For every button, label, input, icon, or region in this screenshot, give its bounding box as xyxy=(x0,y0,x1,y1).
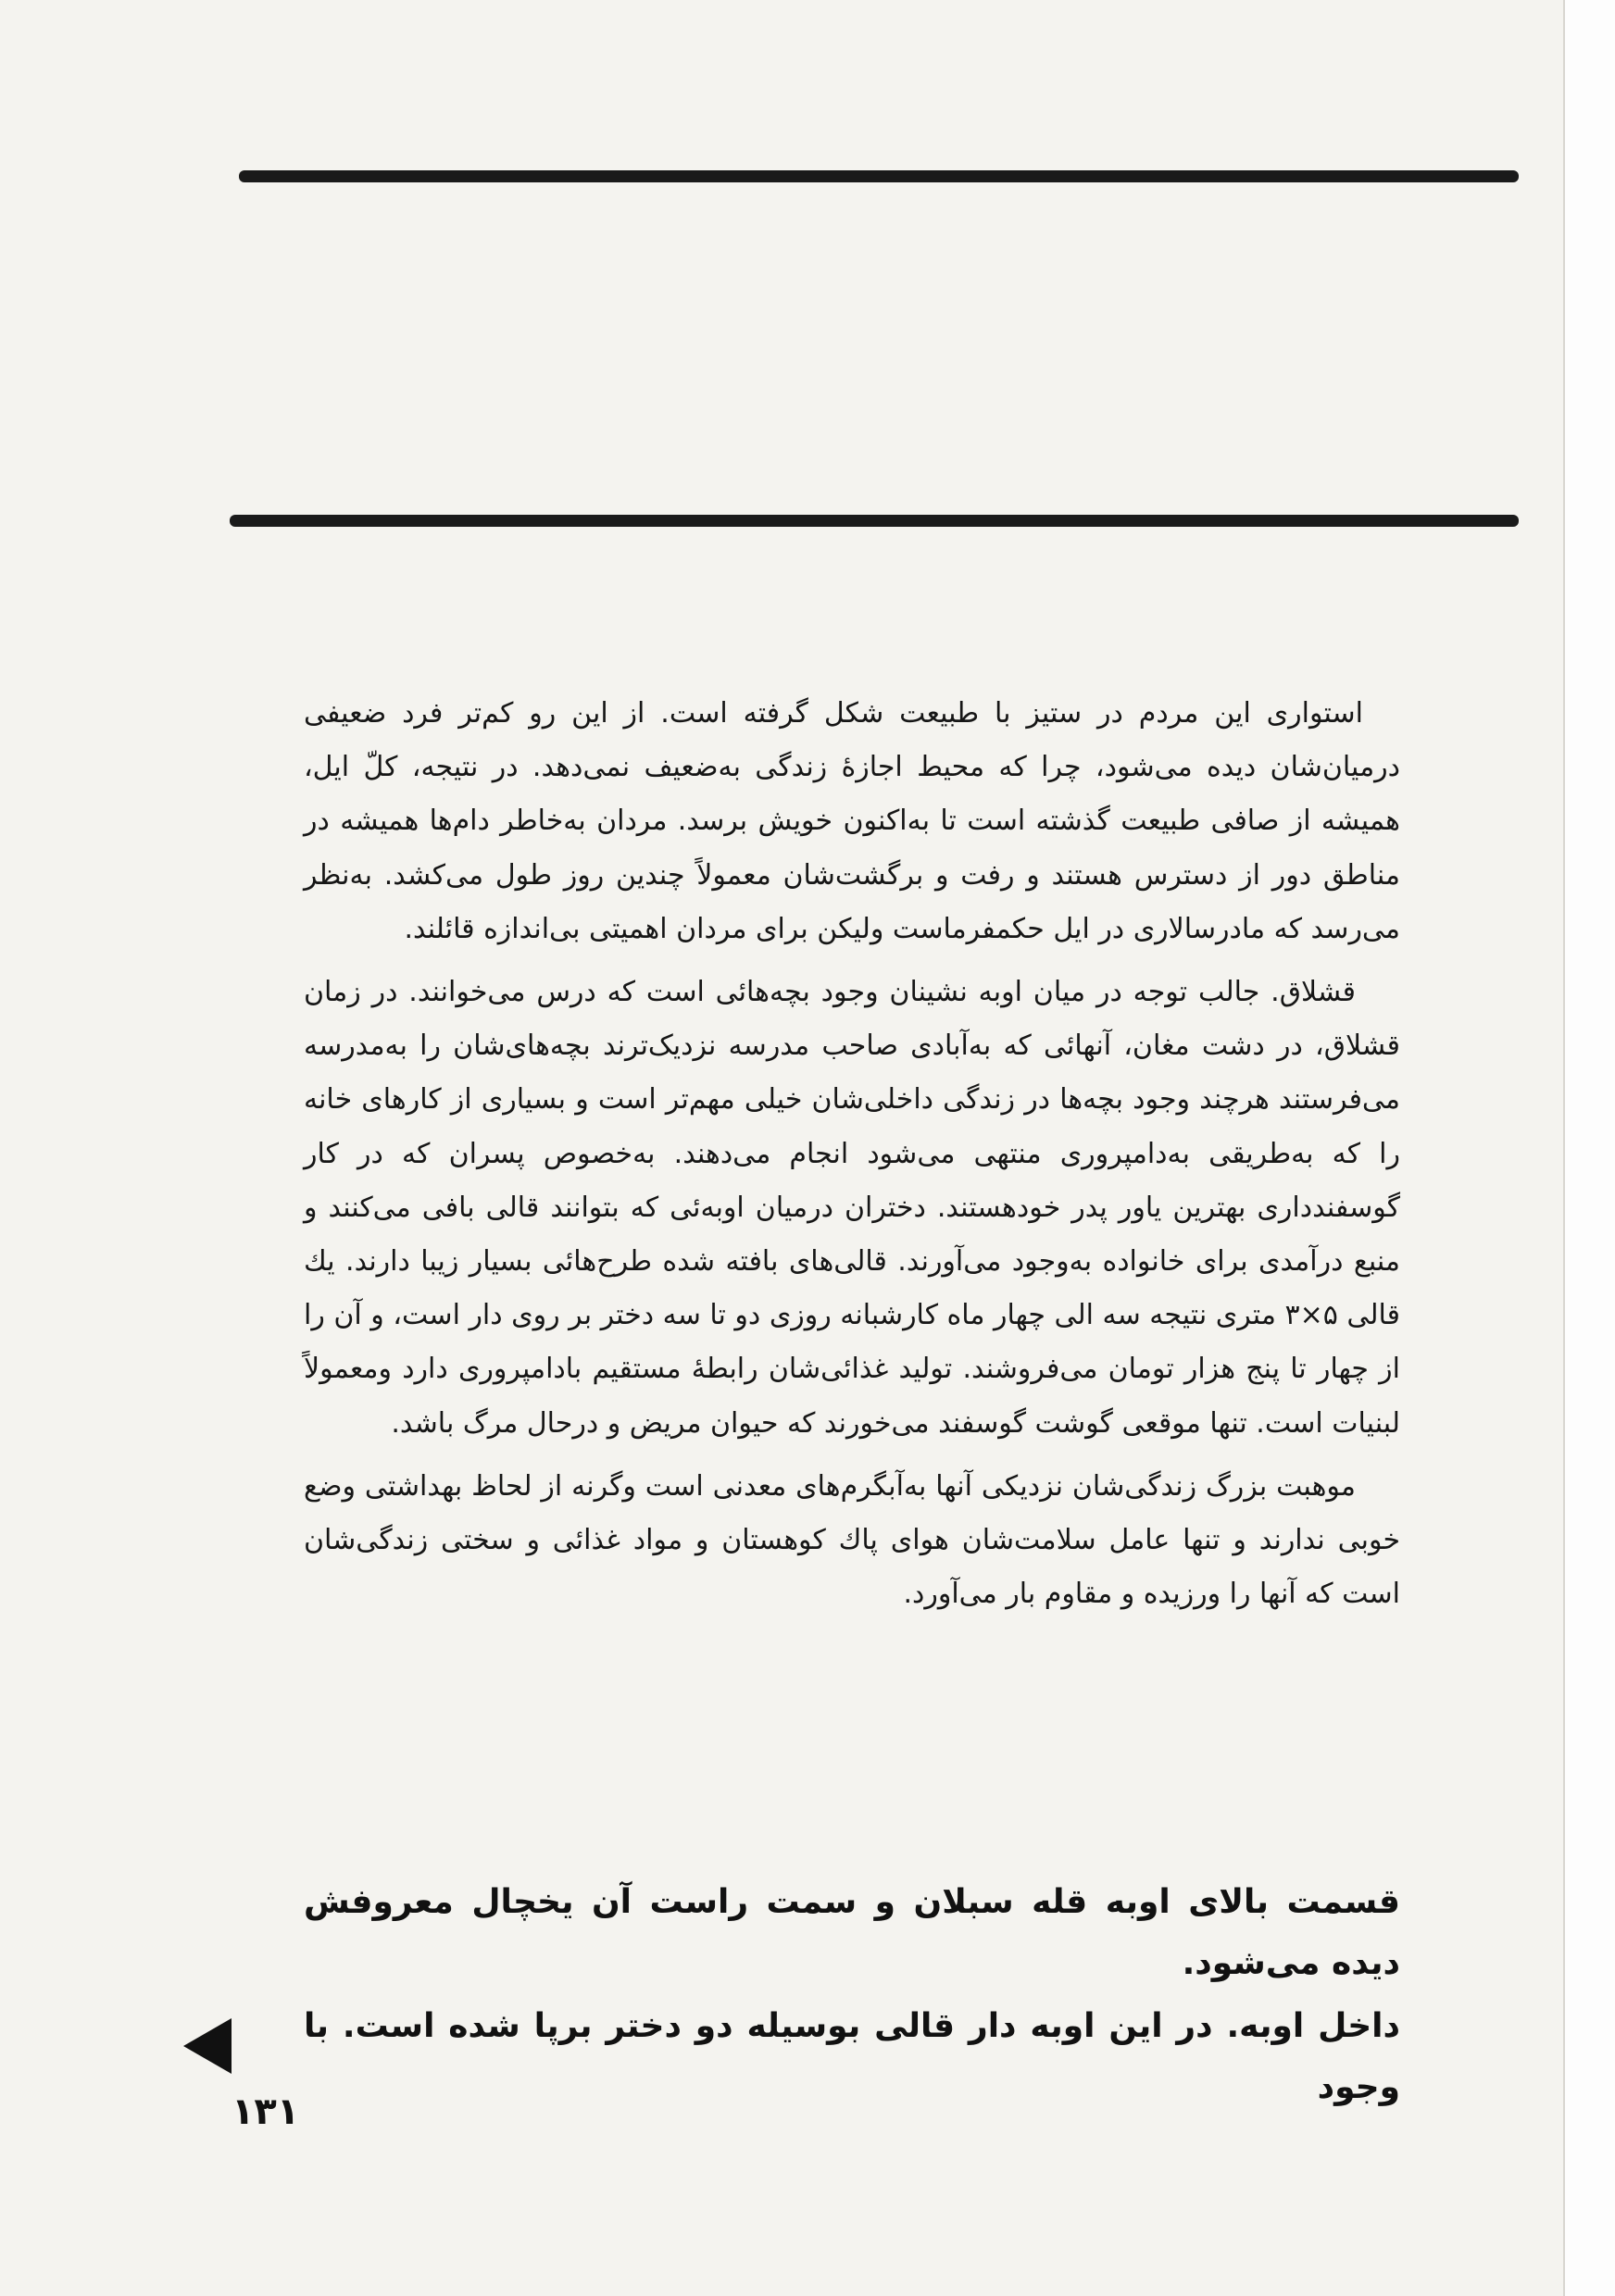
top-rule xyxy=(239,170,1519,182)
page-number: ۱۳۱ xyxy=(232,2090,300,2133)
photo-captions xyxy=(304,1872,1400,2120)
paragraph-1: استواری این مردم در ستیز با طبیعت شکل گرفته است. از این رو کم‌تر فرد ضعیفی درمیان‌شان دیده می‌شود، چرا که محیط اجازهٔ زندگی به‌ضعیف نمی‌دهد. در نتیجه، کلّ ایل، همیشه از صافی طبیعت گذشته است تا به‌اکنون خویش برسد. مردان به‌خاطر دام‌ها همیشه در مناطق دور از دسترس هستند و رفت و برگشت‌شان معمولاً چندین روز طول می‌کشد. به‌نظر می‌رسد که مادرسالاری در ایل حکمفرماست ولیکن برای مردان اهمیتی بی‌اندازه قائلند. xyxy=(304,697,1400,945)
bottom-rule xyxy=(230,515,1519,527)
next-page-arrow-icon[interactable] xyxy=(183,2018,232,2074)
paragraph-2: قشلاق. جالب توجه در میان اوبه نشینان وجود بچه‌هائی است که درس می‌خوانند. در زمان قشلاق، در دشت مغان، آنهائی که به‌آبادی صاحب مدرسه نزدیک‌ترند بچه‌های‌شان را به‌مدرسه می‌فرستند هرچند وجود بچه‌ها در زندگی داخلی‌شان خیلی مهم‌تر است و بسیاری از کارهای خانه را که به‌طریقی به‌دامپروری منتهی می‌شود انجام می‌دهند. به‌خصوص پسران که در کار گوسفندداری بهترین یاور پدر خودهستند. دختران درمیان اوبه‌ئی که بتوانند قالی بافی می‌کنند و منبع درآمدی برای خانواده به‌وجود می‌آورند. قالی‌های بافته شده طرح‌هائی بسیار زیبا دارند. یك قالی ۵×۳ متری نتیجه سه الی چهار ماه کارشبانه روزی دو تا سه دختر بر روی دار است، و آن را از چهار تا پنج هزار تومان می‌فروشند. تولید غذائی‌شان رابطهٔ مستقیم بادامپروری دارد ومعمولاً لبنیات است. تنها موقعی گوشت گوسفند می‌خورند که حیوان مریض و درحال مرگ باشد. xyxy=(304,976,1400,1440)
page-edge xyxy=(1563,0,1615,2296)
caption-1: قسمت بالای اوبه قله سبلان و سمت راست آن یخچال معروفش دیده می‌شود. xyxy=(304,1883,1400,1982)
caption-2: داخل اوبه. در این اوبه دار قالی بوسیله دو دختر برپا شده است. با وجود xyxy=(304,2007,1400,2106)
body-text xyxy=(304,687,1400,1630)
paragraph-3: موهبت بزرگ زندگی‌شان نزدیکی آنها به‌آبگرم‌های معدنی است وگرنه از لحاظ بهداشتی وضع خوبی ندارند و تنها عامل سلامت‌شان هوای پاك کوهستان و مواد غذائی و سختی زندگی‌شان است که آنها را ورزیده و مقاوم بار می‌آورد. xyxy=(304,1469,1400,1611)
